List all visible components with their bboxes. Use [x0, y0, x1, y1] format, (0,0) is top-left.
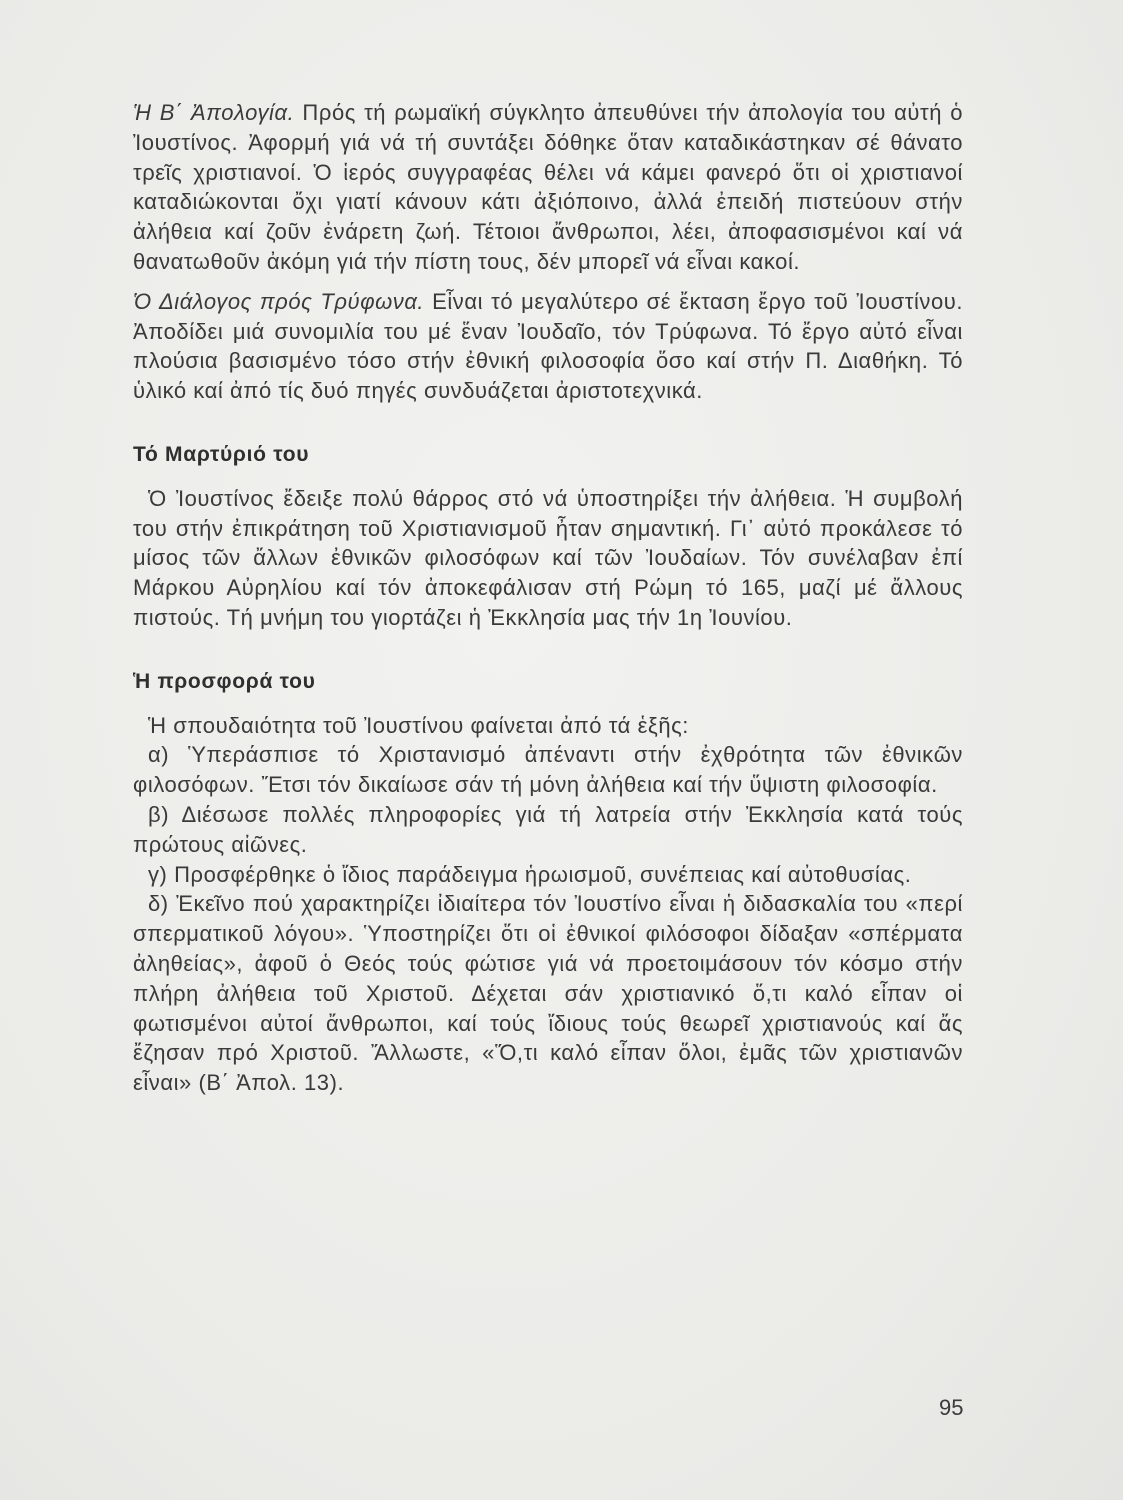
dialogue-text: Εἶναι τό μεγαλύτερο σέ ἔκταση ἔργο τοῦ Ἰουστίνου. Ἀποδίδει μιά συνομιλία του μέ ἕναν Ἰουδαῖο, τόν Τρύφωνα. Τό ἔργο αὐτό εἶναι πλούσια βασισμένο τόσο στήν ἐθνική φιλοσοφία ὅσο καί στήν Π. Διαθήκη. Τό ὑλικό καί ἀπό τίς δυό πηγές συνδυάζεται ἀριστοτεχνικά. — [133, 288, 963, 404]
list-item-c: γ) Προσφέρθηκε ὁ ἴδιος παράδειγμα ἡρωισμοῦ, συνέπειας καί αὐτοθυσίας. — [148, 861, 912, 887]
list-item-d: δ) Ἐκεῖνο πού χαρακτηρίζει ἰδιαίτερα τόν Ἰουστίνο εἶναι ἡ διδασκαλία του «περί σπερματικοῦ λόγου». Ὑποστηρίζει ὅτι οἱ ἐθνικοί φιλόσοφοι δίδαξαν «σπέρματα ἀληθείας», ἀφοῦ ὁ Θεός τούς φώτισε γιά νά προετοιμάσουν τόν κόσμο στήν πλήρη ἀλήθεια τοῦ Χριστοῦ. Δέχεται σάν χριστιανικό ὅ,τι καλό εἶπαν οἱ φωτισμένοι αὐτοί ἄνθρωποι, καί τούς ἴδιους τούς θεωρεῖ χριστιανούς καί ἄς ἔζησαν πρό Χριστοῦ. Ἄλλωστε, «Ὅ,τι καλό εἶπαν ὅλοι, ἐμᾶς τῶν χριστιανῶν εἶναι» (Β΄ Ἀπολ. 13). — [133, 891, 963, 1096]
list-item-b: β) Διέσωσε πολλές πληροφορίες γιά τή λατρεία στήν Ἐκκλησία κατά τούς πρώτους αἰῶνες. — [133, 801, 963, 857]
list-item-a: α) Ὑπεράσπισε τό Χριστανισμό ἀπέναντι στήν ἐχθρότητα τῶν ἐθνικῶν φιλοσόφων. Ἔτσι τόν δικαίωσε σάν τή μόνη ἀλήθεια καί τήν ὕψιστη φιλοσοφία. — [133, 742, 963, 798]
page-number: 95 — [939, 1395, 964, 1420]
heading-contribution: Ἡ προσφορά του — [133, 669, 316, 693]
apologia-title: Ἡ Β΄ Ἀπολογία. — [133, 100, 295, 125]
paragraph-contribution-intro: Ἡ σπουδαιότητα τοῦ Ἰουστίνου φαίνεται ἀπό τά ἑξῆς: — [148, 712, 689, 738]
heading-martyrdom: Τό Μαρτύριό του — [133, 442, 310, 466]
dialogue-title: Ὁ Διάλογος πρός Τρύφωνα. — [133, 288, 425, 314]
paragraph-apologia — [133, 98, 963, 277]
paragraph-dialogue — [133, 287, 963, 406]
paragraph-martyrdom: Ὁ Ἰουστίνος ἔδειξε πολύ θάρρος στό νά ὑποστηρίξει τήν ἀλήθεια. Ἡ συμβολή του στήν ἐπικράτηση τοῦ Χριστιανισμοῦ ἦταν σημαντική. Γι᾿ αὐτό προκάλεσε τό μίσος τῶν ἄλλων ἐθνικῶν φιλοσόφων καί τῶν Ἰουδαίων. Τόν συνέλαβαν ἐπί Μάρκου Αὐρηλίου καί τόν ἀποκεφάλισαν στή Ρώμη τό 165, μαζί μέ ἄλλους πιστούς. Τή μνήμη του γιορτάζει ἡ Ἐκκλησία μας τήν 1η Ἰουνίου. — [133, 485, 963, 630]
text-column — [133, 98, 963, 1098]
apologia-text: Πρός τή ρωμαϊκή σύγκλητο ἀπευθύνει τήν ἀπολογία του αὐτή ὁ Ἰουστίνος. Ἀφορμή γιά νά τή συντάξει δόθηκε ὅταν καταδικάστηκαν σέ θάνατο τρεῖς χριστιανοί. Ὁ ἱερός συγγραφέας θέλει νά κάμει φανερό ὅτι οἱ χριστιανοί καταδιώκονται ὄχι γιατί κάνουν κάτι ἀξιόποινο, ἀλλά ἐπειδή πιστεύουν στήν ἀλήθεια καί ζοῦν ἐνάρετη ζωή. Τέτοιοι ἄνθρωποι, λέει, ἀποφασισμένοι καί νά θανατωθοῦν ἀκόμη γιά τήν πίστη τους, δέν μπορεῖ νά εἶναι κακοί. — [133, 100, 963, 274]
